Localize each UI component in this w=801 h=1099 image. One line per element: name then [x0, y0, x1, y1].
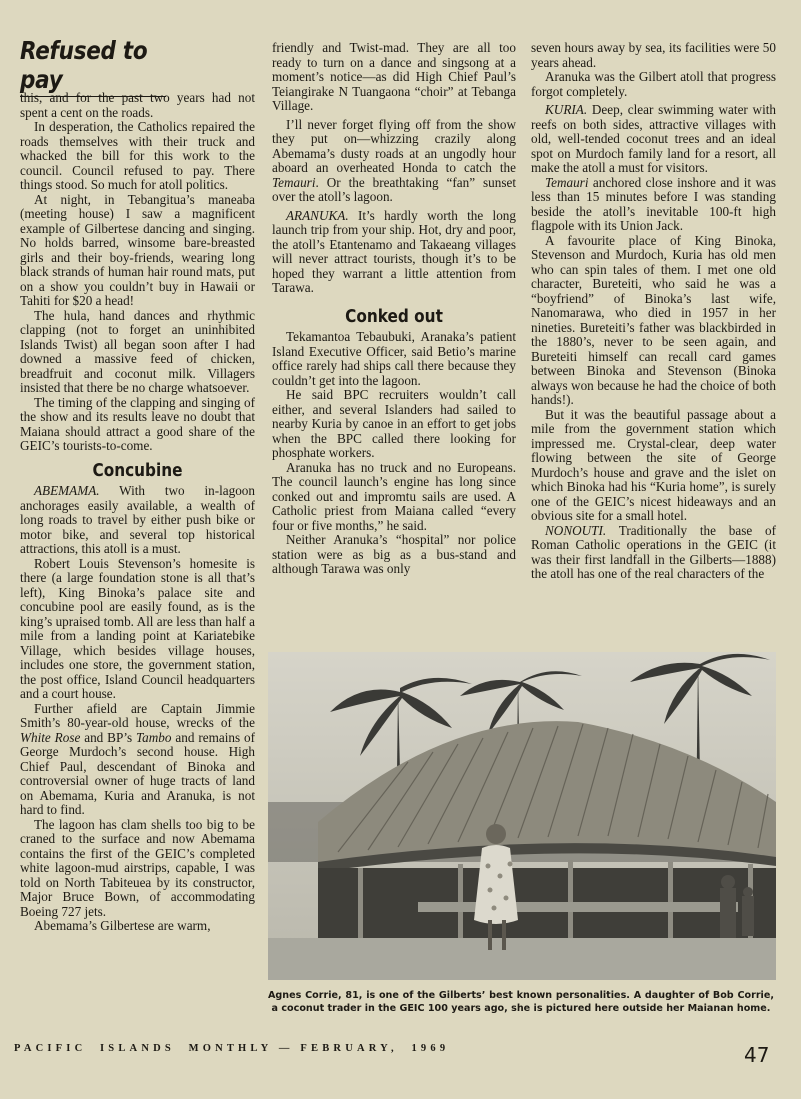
paragraph [531, 524, 776, 582]
paragraph [531, 103, 776, 176]
ship-name: Temauri [545, 174, 589, 190]
paragraph-text: Traditionally the base of Roman Catholic operations in the GEIC (it was their first landfall in the Gilberts—1888) the atoll has one of the real characters of the [531, 522, 776, 581]
paragraph [20, 484, 255, 557]
paragraph: Abemama’s Gilbertese are warm, [34, 918, 211, 933]
paragraph: The lagoon has clam shells too big to be craned to the surface and now Abemama contains the first of the GEIC’s completed white lagoon-mud airstrips, capable, I was told on North Tabiteuea by its constructor, Major Bruce Bown, of accommodating Boeing 727 jets. [20, 816, 255, 919]
column-2 [272, 41, 516, 577]
paragraph: The timing of the clapping and singing of the show and its results leave no doubt that Maiana should attract a good share of the GEIC’s tourists-to-come. [20, 394, 255, 453]
paragraph: friendly and Twist-mad. They are all too ready to turn on a dance and singsong at a moment’s notice—as did High Chief Paul’s Teiangirake N Tuangaona “choir” at Tebanga Village. [272, 40, 516, 113]
place-keyword: KURIA. [545, 102, 588, 117]
paragraph [531, 176, 776, 234]
paragraph: Neither Aranuka’s “hospital” nor police station were as big as a bus-stand and although Tarawa was only [272, 532, 516, 576]
column-3 [531, 41, 776, 582]
paragraph: But it was the beautiful passage about a mile from the government station which impressed me. Crystal-clear, deep water flowing between the site of George Murdoch’s house and grave and the islet on which Binoka had his “Kuria home”, is surely one of the GEIC’s nicest hideaways and an obvious site for a small hotel. [531, 406, 776, 523]
paragraph-text: With two in-lagoon anchorages easily available, a wealth of long roads to travel by either push bike or motor bike, and several top historical attractions, this atoll is a must. [20, 483, 255, 556]
paragraph-text: . Or the breathtaking “fan” sunset over the atoll’s lagoon. [272, 174, 516, 204]
paragraph: A favourite place of King Binoka, Stevenson and Murdoch, Kuria has old men who can spin tales of them. I met one old character, Bureteiti, who said he was a “boyfriend” of Binoka’s last wife, Nanomarawa, who died in 1957 in her nineties. Bureteiti’s father was blackbirded in the 1880’s, never to be seen again, and Bureteiti himself can recall card games between Binoka and Stevenson (Binoka always won because he had the choice of both hands!). [531, 232, 776, 407]
paragraph-text: Deep, clear swimming water with reefs on both sides, attractive villages with old, well-tended coconut trees and an ideal spot on Murdoch family land for a resort, all make the atoll a must for visitors. [531, 102, 776, 175]
paragraph-text: It’s hardly worth the long launch trip from your ship. Hot, dry and poor, the atoll’s Etantenamo and Takaeang villages will never attract tourists, though it’s to be hoped they warrant a little attention from Tarawa. [272, 207, 516, 295]
paragraph: In desperation, the Catholics repaired the roads themselves with their truck and whacked the bill for this work to the council. Council refused to pay. There things stood. So much for atoll politics. [20, 119, 255, 192]
photo-illustration [268, 652, 776, 980]
ship-name: White Rose [20, 729, 81, 745]
place-keyword: NONOUTI. [545, 522, 607, 538]
paragraph [272, 209, 516, 296]
place-keyword: ARANUKA. [286, 207, 349, 223]
footer-publication: PACIFIC ISLANDS MONTHLY — FEBRUARY, 1969 [14, 1043, 450, 1054]
paragraph: Tekamantoa Tebaubuki, Aranaka’s patient Island Executive Officer, said Betio’s marine office rarely had ships call there because they couldn’t get into the lagoon. [272, 329, 516, 388]
subheading: Concubine [92, 459, 183, 481]
paragraph: Aranuka has no truck and no Europeans. The council launch’s engine has long since conked out and impromtu sails are used. A Catholic priest from Maiana called “every four or five months,” he said. [272, 459, 516, 533]
ship-name: Tambo [136, 729, 172, 745]
column-1 [20, 91, 255, 934]
subheading: Conked out [345, 305, 443, 327]
photo-caption: Agnes Corrie, 81, is one of the Gilberts’ best known personalities. A daughter of Bob Corrie, a coconut trader in the GEIC 100 years ago, she is pictured here outside her Maianan home. [268, 990, 774, 1014]
paragraph-text: and BP’s [80, 729, 137, 745]
paragraph [272, 118, 516, 205]
paragraph-text: Further afield are Captain Jimmie Smith’s 80-year-old house, wrecks of the [20, 700, 255, 730]
paragraph-text: anchored close inshore and it was less than 15 minutes before I was standing beside the atoll’s inevitable 100-ft high flagpole with its Union Jack. [531, 174, 776, 233]
page-number: 47 [744, 1043, 770, 1067]
paragraph-text: and remains of George Murdoch’s second house. High Chief Paul, descendant of Binoka and controversial owner of huge tracts of land on Abemama, Kuria and Aranuka, is not hard to find. [20, 729, 255, 817]
paragraph: The hula, hand dances and rhythmic clapping (not to forget an uninhibited Islands Twist) all began soon after I had downed a massive feed of chicken, breadfruit and coconut milk. Villagers insisted that there be no charge whatsoever. [20, 307, 255, 395]
paragraph: Aranuka was the Gilbert atoll that progress forgot completely. [531, 69, 776, 99]
ship-name: Temauri [272, 174, 316, 190]
paragraph-text: I’ll never forget flying off from the show they put on—whizzing crazily along Abemama’s dusty roads at an ungodly hour aboard an overheated Honda to catch the [272, 116, 516, 175]
paragraph: He said BPC recruiters wouldn’t call either, and several Islanders had sailed to nearby Kuria by canoe in an effort to get jobs when the BPC called there looking for phosphate workers. [272, 387, 516, 460]
place-keyword: ABEMAMA. [34, 483, 100, 498]
paragraph [20, 702, 255, 818]
article-title: Refused to pay [20, 36, 166, 97]
paragraph: At night, in Tebangitua’s maneaba (meeting house) I saw a magnificent example of Gilbertese dancing and singing. No holds barred, winsome bare-breasted girls and their boy-friends, wearing long black strands of human hair round mats, put on a show you couldn’t buy in Hawaii or Tahiti for $20 a head! [20, 191, 255, 308]
paragraph: Robert Louis Stevenson’s homesite is there (a large foundation stone is all that’s left), King Binoka’s palace site and concubine pool are easily found, as is the king’s upraised tomb. All are less than half a mile from a landing point at Kariatebike Village, which besides village houses, includes one store, the government station, the post office, Island Council headquarters and a court house. [20, 555, 255, 701]
paragraph: this, and for the past two years had not spent a cent on the roads. [20, 90, 255, 120]
paragraph: seven hours away by sea, its facilities were 50 years ahead. [531, 40, 776, 70]
photo-agnes-corrie [268, 652, 776, 980]
